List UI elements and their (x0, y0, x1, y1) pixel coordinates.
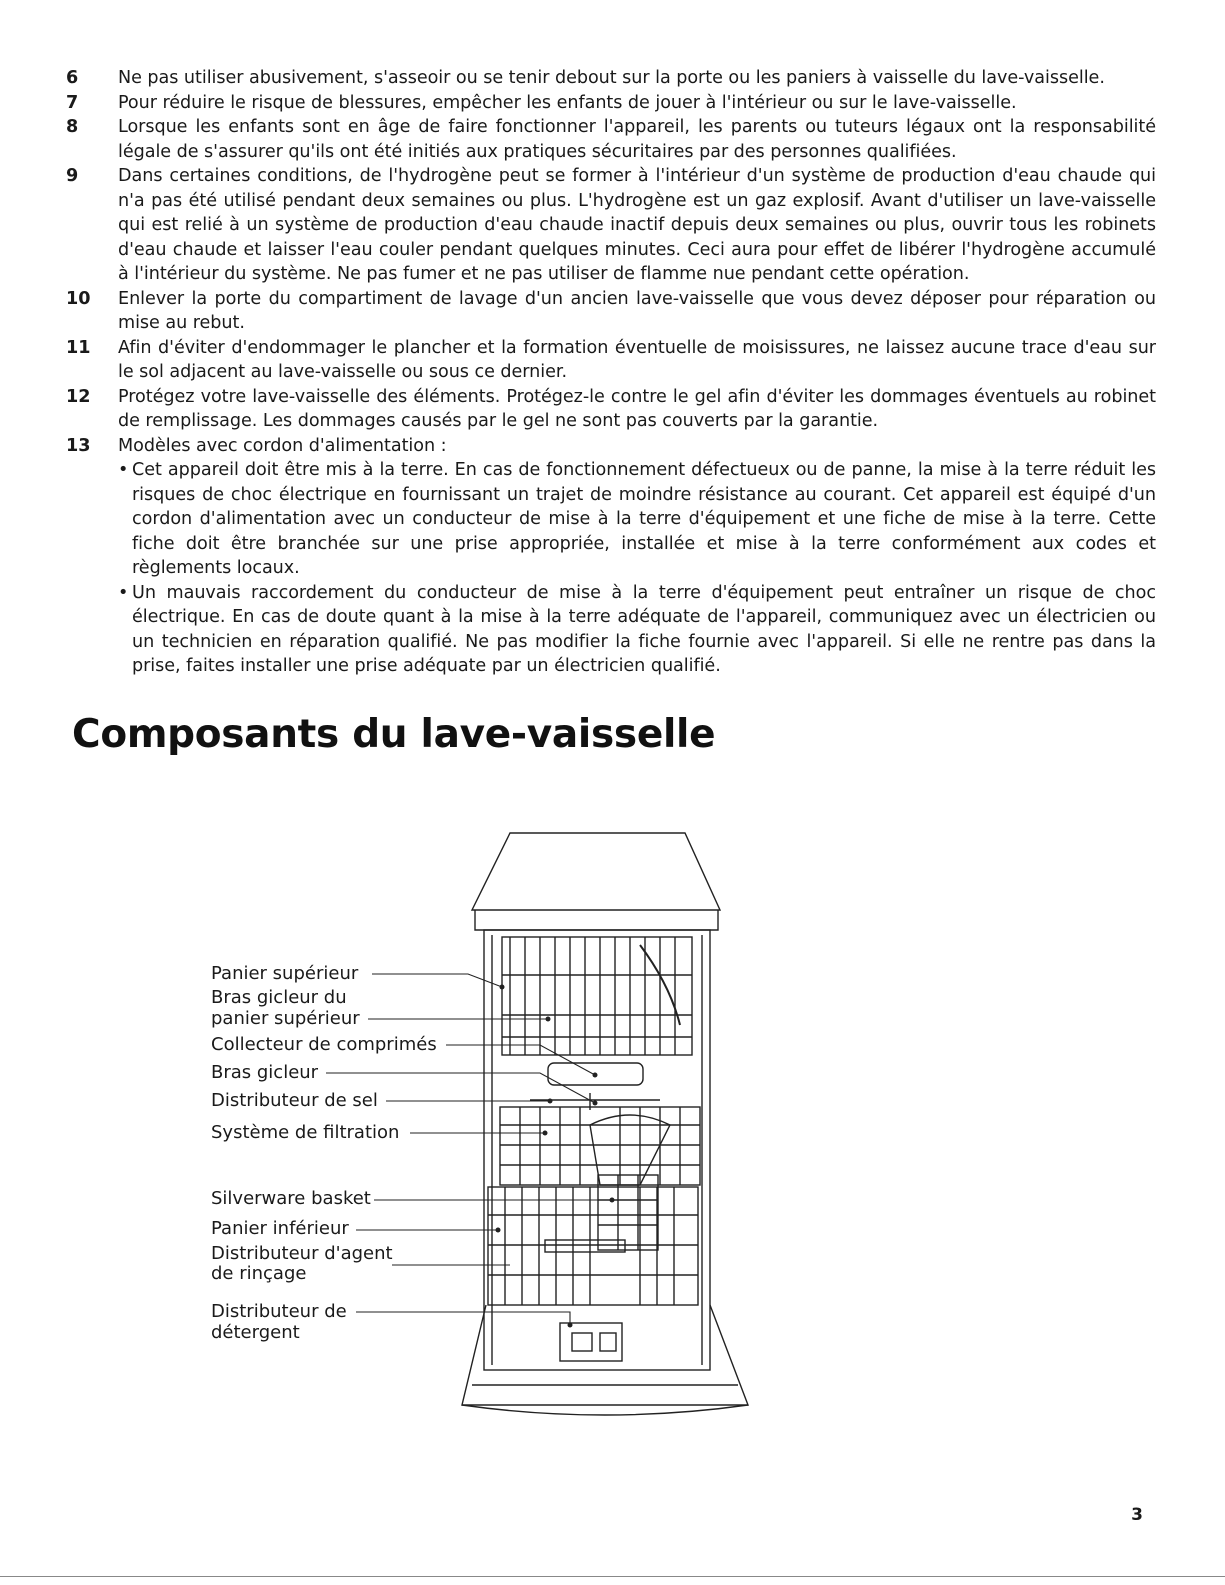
item-number: 11 (66, 337, 91, 358)
item-number: 7 (66, 92, 79, 113)
safety-instructions-list (66, 66, 1156, 679)
item-text: Dans certaines conditions, de l'hydrogène peut se former à l'intérieur d'un système de production d'eau chaude qui n'a pas été utilisé pendant deux semaines ou plus. L'hydrogène est un gaz explosif. Avant d'utiliser un lave-vaisselle qui est relié à un système de production d'eau chaude inactif depuis deux semaines ou plus, ouvrir tous les robinets d'eau chaude et laisser l'eau couler pendant quelques minutes. Ceci aura pour effet de libérer l'hydrogène accumulé à l'intérieur du système. Ne pas fumer et ne pas utiliser de flamme nue pendant cette opération. (118, 166, 1156, 284)
list-item (66, 287, 1156, 336)
item-number: 12 (66, 386, 91, 407)
label-tablet-collector: Collecteur de comprimés (211, 1034, 437, 1055)
item-text: Ne pas utiliser abusivement, s'asseoir ou se tenir debout sur la porte ou les paniers à vaisselle du lave-vaisselle. (118, 68, 1105, 88)
list-item (66, 91, 1156, 116)
page-number: 3 (1131, 1505, 1143, 1525)
label-salt-dispenser: Distributeur de sel (211, 1090, 378, 1111)
label-detergent-dispenser-line2: détergent (211, 1322, 300, 1343)
label-detergent-dispenser: Distributeur de (211, 1301, 347, 1322)
label-spray-arm: Bras gicleur (211, 1062, 319, 1083)
label-filter-system: Système de filtration (211, 1122, 400, 1143)
label-rinse-dispenser: Distributeur d'agent (211, 1243, 393, 1264)
item-text: Protégez votre lave-vaisselle des éléments. Protégez-le contre le gel afin d'éviter les dommages éventuels au robinet de remplissage. Les dommages causés par le gel ne sont pas couverts par la garantie. (118, 386, 1156, 431)
item-number: 9 (66, 166, 79, 186)
list-item (66, 385, 1156, 434)
label-upper-spray-arm: Bras gicleur du (211, 987, 347, 1008)
list-item (66, 336, 1156, 385)
list-item (66, 66, 1156, 91)
list-item (66, 434, 1156, 679)
item-number: 10 (66, 288, 91, 309)
bullet-item: • Un mauvais raccordement du conducteur de mise à la terre d'équipement peut entraîner un risque de choc électrique. En cas de doute quant à la mise à la terre adéquate de l'appareil, communiquez avec un électricien ou un technicien en réparation qualifié. Ne pas modifier la fiche fournie avec l'appareil. Si elle ne rentre pas dans la prise, faites installer une prise adéquate par un électricien qualifié. (118, 581, 1156, 679)
label-silverware-basket: Silverware basket (211, 1188, 371, 1209)
bottom-rule (0, 1576, 1225, 1577)
dishwasher-diagram (200, 825, 770, 1425)
label-rinse-dispenser-line2: de rinçage (211, 1263, 307, 1284)
section-title: Composants du lave-vaisselle (72, 712, 716, 757)
item-number: 6 (66, 68, 79, 88)
item-number: 13 (66, 435, 91, 456)
list-item (66, 115, 1156, 164)
item-text: Pour réduire le risque de blessures, empêcher les enfants de jouer à l'intérieur ou sur le lave-vaisselle. (118, 92, 1017, 113)
item-text: Lorsque les enfants sont en âge de faire fonctionner l'appareil, les parents ou tuteurs légaux ont la responsabilité légale de s'assurer qu'ils ont été initiés aux pratiques sécuritaires par des personnes qualifiées. (118, 117, 1156, 162)
bullet-list (118, 458, 1156, 679)
item-text: Enlever la porte du compartiment de lavage d'un ancien lave-vaisselle que vous devez déposer pour réparation ou mise au rebut. (118, 288, 1156, 333)
item-text: Afin d'éviter d'endommager le plancher et la formation éventuelle de moisissures, ne laissez aucune trace d'eau sur le sol adjacent au lave-vaisselle ou sous ce dernier. (118, 337, 1156, 382)
label-upper-rack: Panier supérieur (211, 963, 359, 984)
bullet-item: • Cet appareil doit être mis à la terre. En cas de fonctionnement défectueux ou de panne, la mise à la terre réduit les risques de choc électrique en fournissant un trajet de moindre résistance au courant. Cet appareil est équipé d'un cordon d'alimentation avec un conducteur de mise à la terre d'équipement et une fiche de mise à la terre. Cette fiche doit être branchée sur une prise appropriée, installée et mise à la terre conformément aux codes et règlements locaux. (118, 458, 1156, 581)
list-item (66, 164, 1156, 287)
label-lower-rack: Panier inférieur (211, 1218, 349, 1239)
item-number: 8 (66, 117, 79, 137)
label-upper-spray-arm-line2: panier supérieur (211, 1008, 360, 1029)
item-text: Modèles avec cordon d'alimentation : (118, 435, 447, 456)
